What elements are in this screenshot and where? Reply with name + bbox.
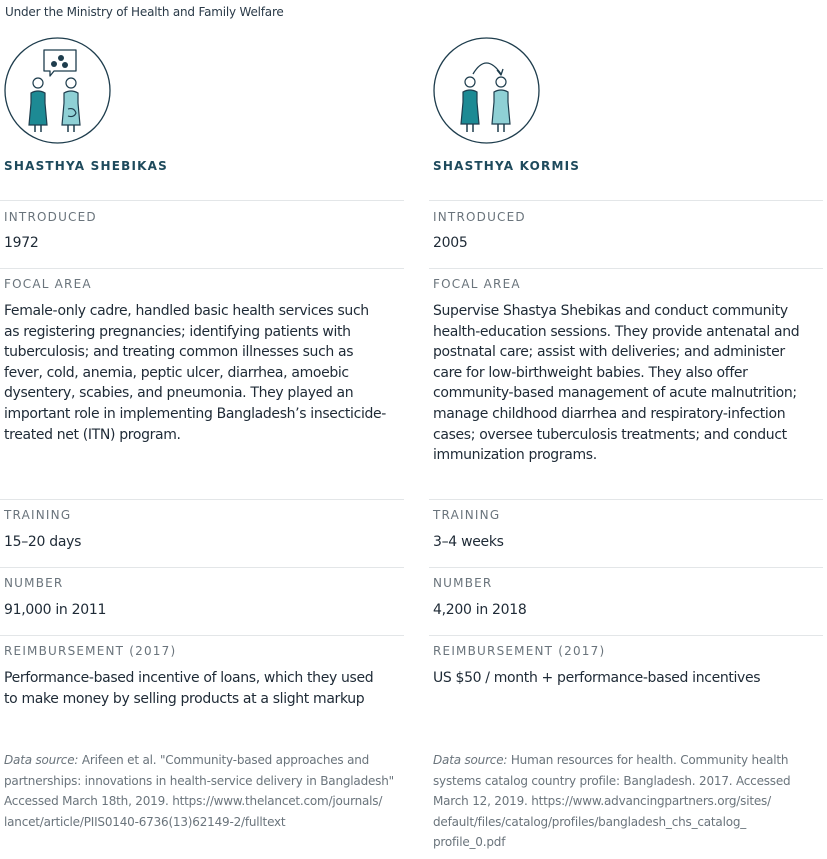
divider (0, 200, 404, 201)
divider (0, 567, 404, 568)
training-value: 15–20 days (4, 534, 82, 550)
reimbursement-label: REIMBURSEMENT (2017) (4, 644, 177, 658)
number-value: 91,000 in 2011 (4, 602, 107, 618)
introduced-value: 1972 (4, 235, 39, 251)
focal-area-text: Supervise Shastya Shebikas and conduct community health-education sessions. They provide antenatal and postnatal care; assist with deliveries; and administer care for low-birthweight babies. They also offer community-based management of acute malnutrition; manage childhood diarrhea and respiratory-infection cases; oversee tuberculosis treatments; and conduct immunization programs. (433, 303, 800, 464)
training-label: TRAINING (433, 508, 501, 522)
data-source: Data source: Human resources for health. Community health systems catalog country profile: Bangladesh. 2017. Accessed March 12, 2019. https://www.advancingpartners.org/sites/ default/files/catalog/profiles/bangladesh_chs_catalog_ profile_0.pdf (433, 753, 791, 849)
divider (0, 268, 404, 269)
training-value: 3–4 weeks (433, 534, 504, 550)
divider (429, 200, 823, 201)
focal-area-label: FOCAL AREA (433, 277, 521, 291)
introduced-label: INTRODUCED (4, 210, 97, 224)
two-health-workers-with-pills-icon (4, 37, 111, 144)
divider (429, 268, 823, 269)
introduced-label: INTRODUCED (433, 210, 526, 224)
role-title: SHASTHYA SHEBIKAS (4, 159, 168, 173)
focal-area-label: FOCAL AREA (4, 277, 92, 291)
two-health-workers-with-exchange-arrow-icon (433, 37, 540, 144)
number-label: NUMBER (4, 576, 64, 590)
data-source: Data source: Arifeen et al. "Community-based approaches and partnerships: innovations in health-service delivery in Bangladesh" Accessed March 18th, 2019. https://www.thelancet.com/journals/ lancet/article/PIIS0140-6736(13)62149-2/fulltext (4, 753, 394, 829)
training-label: TRAINING (4, 508, 72, 522)
divider (429, 635, 823, 636)
reimbursement-text: US $50 / month + performance-based incentives (433, 670, 761, 686)
reimbursement-text: Performance-based incentive of loans, which they used to make money by selling products at a slight markup (4, 670, 374, 707)
number-label: NUMBER (433, 576, 493, 590)
focal-area-text: Female-only cadre, handled basic health services such as registering pregnancies; identifying patients with tuberculosis; and treating common illnesses such as fever, cold, anemia, peptic ulcer, diarrhea, amoebic dysentery, scabies, and pneumonia. They played an important role in implementing Bangladesh’s insecticide- treated net (ITN) program. (4, 303, 386, 443)
role-title: SHASTHYA KORMIS (433, 159, 581, 173)
reimbursement-label: REIMBURSEMENT (2017) (433, 644, 606, 658)
divider (429, 499, 823, 500)
divider (0, 499, 404, 500)
divider (429, 567, 823, 568)
header-note: Under the Ministry of Health and Family Welfare (5, 5, 284, 19)
divider (0, 635, 404, 636)
introduced-value: 2005 (433, 235, 468, 251)
number-value: 4,200 in 2018 (433, 602, 527, 618)
